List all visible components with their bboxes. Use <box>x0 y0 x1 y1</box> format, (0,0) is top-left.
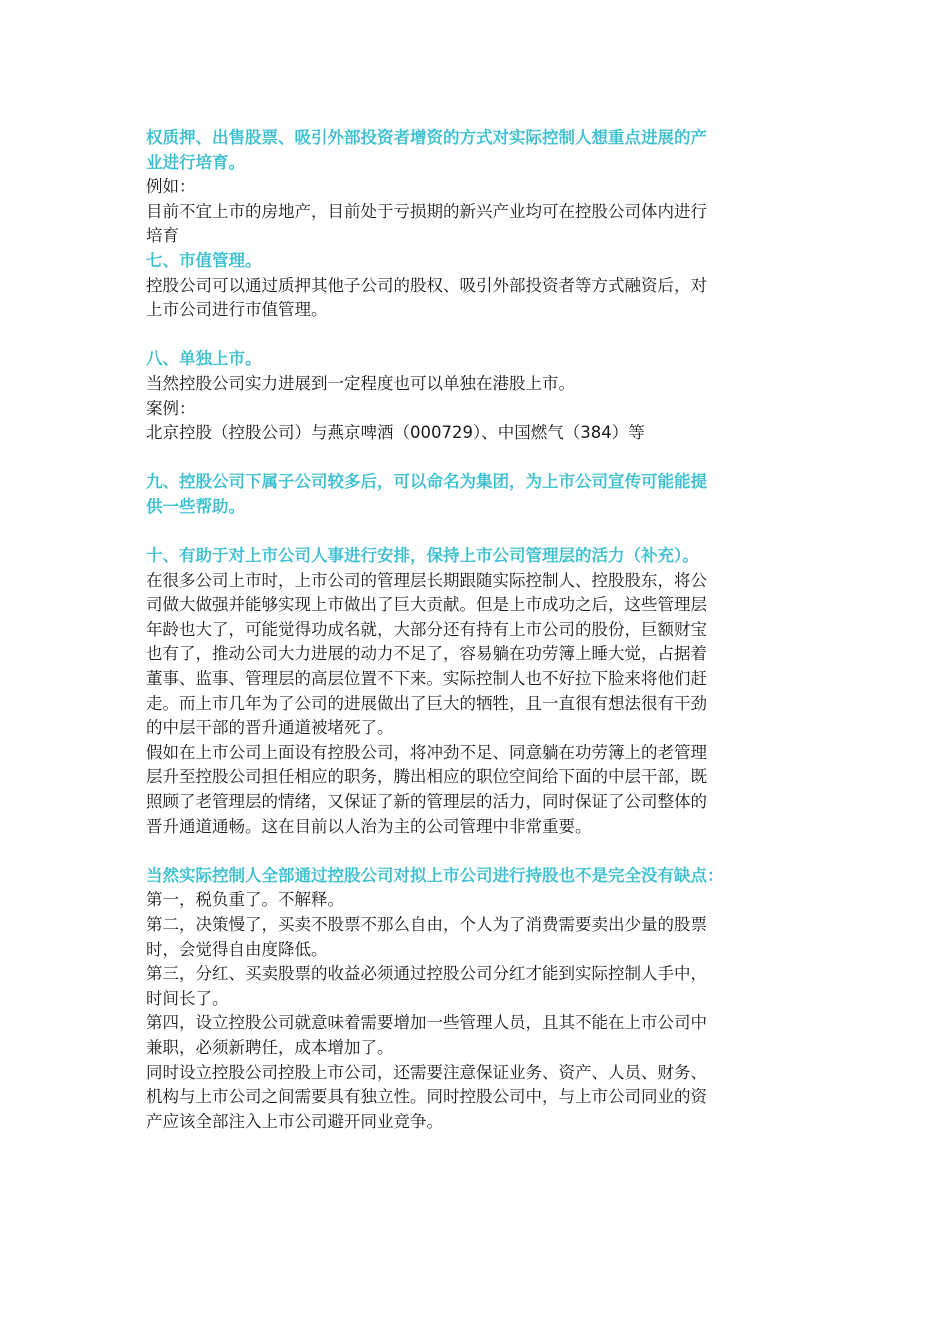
paragraph-spacer <box>146 323 806 348</box>
text-line: 晋升通道通畅。这在目前以人治为主的公司管理中非常重要。 <box>146 816 592 836</box>
section-heading <box>146 347 806 372</box>
text-line: 例如： <box>146 177 196 197</box>
text-line: 兼职，必须新聘任，成本增加了。 <box>146 1037 394 1057</box>
body-paragraph <box>146 569 806 840</box>
text-line: 第四，设立控股公司就意味着需要增加一些管理人员，且其不能在上市公司中 <box>146 1013 707 1033</box>
text-line: 目前不宜上市的房地产，目前处于亏损期的新兴产业均可在控股公司体内进行 <box>146 201 707 221</box>
text-line: 北京控股（控股公司）与燕京啤酒（000729）、中国燃气（384）等 <box>146 423 645 443</box>
text-line: 也有了，推动公司大力进展的动力不足了，容易躺在功劳簿上睡大觉，占据着 <box>146 644 707 664</box>
text-line: 机构与上市公司之间需要具有独立性。同时控股公司中，与上市公司同业的资 <box>146 1087 707 1107</box>
text-line: 假如在上市公司上面设有控股公司，将冲劲不足、同意躺在功劳簿上的老管理 <box>146 742 707 762</box>
text-line: 产应该全部注入上市公司避开同业竞争。 <box>146 1111 443 1131</box>
body-paragraph <box>146 274 806 323</box>
text-line: 第三，分红、买卖股票的收益必须通过控股公司分红才能到实际控制人手中， <box>146 964 707 984</box>
text-line: 第一，税负重了。不解释。 <box>146 890 344 910</box>
heading-line: 供一些帮助。 <box>146 496 245 516</box>
heading-line: 八、单独上市。 <box>146 349 262 369</box>
text-line: 时，会觉得自由度降低。 <box>146 939 328 959</box>
heading-line: 九、控股公司下属子公司较多后，可以命名为集团，为上市公司宣传可能能提 <box>146 472 707 492</box>
heading-line: 七、市值管理。 <box>146 250 262 270</box>
document-body <box>146 126 806 1134</box>
text-line: 培育 <box>146 226 179 246</box>
paragraph-spacer <box>146 839 806 864</box>
heading-line: 权质押、出售股票、吸引外部投资者增资的方式对实际控制人想重点进展的产 <box>146 128 707 147</box>
section-heading <box>146 126 806 175</box>
text-line: 案例： <box>146 398 196 418</box>
text-line: 在很多公司上市时，上市公司的管理层长期跟随实际控制人、控股股东，将公 <box>146 570 707 590</box>
text-line: 照顾了老管理层的情绪，又保证了新的管理层的活力，同时保证了公司整体的 <box>146 792 707 812</box>
text-line: 的中层干部的晋升通道被堵死了。 <box>146 718 394 738</box>
text-line: 走。而上市几年为了公司的进展做出了巨大的牺牲，且一直很有想法很有干劲 <box>146 693 707 713</box>
heading-line: 十、有助于对上市公司人事进行安排，保持上市公司管理层的活力（补充）。 <box>146 546 699 566</box>
text-line: 上市公司进行市值管理。 <box>146 300 328 320</box>
text-line: 同时设立控股公司控股上市公司，还需要注意保证业务、资产、人员、财务、 <box>146 1062 707 1082</box>
text-line: 司做大做强并能够实现上市做出了巨大贡献。但是上市成功之后，这些管理层 <box>146 595 707 615</box>
section-heading <box>146 544 806 569</box>
heading-line: 业进行培育。 <box>146 152 245 172</box>
paragraph-spacer <box>146 520 806 545</box>
body-paragraph <box>146 372 806 446</box>
section-heading <box>146 864 806 889</box>
text-line: 层升至控股公司担任相应的职务，腾出相应的职位空间给下面的中层干部，既 <box>146 767 707 787</box>
section-heading <box>146 249 806 274</box>
text-line: 董事、监事、管理层的高层位置不下来。实际控制人也不好拉下脸来将他们赶 <box>146 669 707 689</box>
body-paragraph <box>146 888 806 1134</box>
text-line: 第二，决策慢了，买卖不股票不那么自由，个人为了消费需要卖出少量的股票 <box>146 915 707 934</box>
heading-line: 当然实际控制人全部通过控股公司对拟上市公司进行持股也不是完全没有缺点： <box>146 865 724 885</box>
text-line: 时间长了。 <box>146 988 229 1008</box>
text-line: 控股公司可以通过质押其他子公司的股权、吸引外部投资者等方式融资后，对 <box>146 275 707 295</box>
text-line: 年龄也大了，可能觉得功成名就，大部分还有持有上市公司的股份，巨额财宝 <box>146 619 707 639</box>
body-paragraph <box>146 175 806 249</box>
paragraph-spacer <box>146 446 806 471</box>
section-heading <box>146 470 806 519</box>
text-line: 当然控股公司实力进展到一定程度也可以单独在港股上市。 <box>146 373 575 393</box>
